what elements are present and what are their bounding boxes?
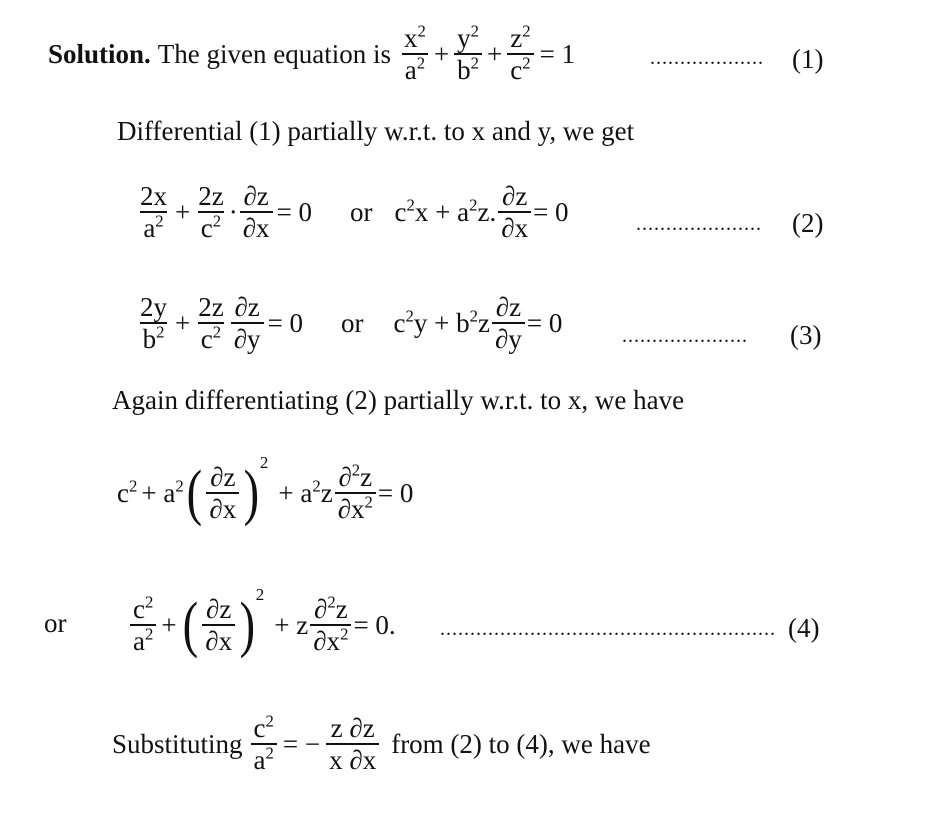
plus-sign: + — [486, 38, 503, 69]
c-squared: $c^2$ — [117, 476, 138, 508]
or-word: or — [341, 307, 364, 338]
fraction-y2-b2: $\frac{y^2}{b^2}$ — [454, 24, 482, 85]
fraction-dz-dx: $\frac{\partial z}{\partial x}$ — [240, 182, 273, 243]
leader-dots-2: ..................... — [636, 213, 762, 235]
instruction-text-1: Differential (1) partially w.r.t. to x and y, we get — [117, 116, 635, 146]
fraction-dz-dx: $\frac{\partial z}{\partial x}$ — [206, 463, 239, 524]
or-word: or — [44, 608, 67, 638]
fraction-dz-dy: $\frac{\partial z}{\partial y}$ — [492, 293, 525, 354]
fraction-dz-dy: $\frac{\partial z}{\partial y}$ — [231, 293, 264, 354]
equals-zero: = 0 — [377, 477, 414, 508]
fraction-d2z-dx2: $\frac{\partial^2z}{\partial x^2}$ — [335, 463, 376, 524]
plus-z: + z — [274, 609, 309, 640]
leader-dots-3: ..................... — [622, 325, 748, 347]
substitution-line — [112, 702, 651, 786]
solution-label: Solution. — [48, 38, 151, 69]
fraction-z-dz-x-dx: $\frac{z \partial z}{x \partial x}$ — [326, 714, 379, 775]
equation-3 — [135, 282, 562, 364]
plus-a-squared-z: + $a^2z$ — [278, 476, 333, 508]
equation-ref-2: (2) — [792, 208, 824, 238]
equation-4 — [128, 580, 396, 670]
plus-a-squared: + $a^2$ — [141, 476, 184, 508]
rhs-expression: $c^2y + b^2z$ — [393, 306, 490, 338]
or-word: or — [350, 196, 373, 227]
equals-one: = 1 — [539, 38, 576, 69]
fraction-c2-a2: $\frac{c^2}{a^2}$ — [130, 595, 156, 656]
leader-dots-1: ................... — [650, 47, 764, 69]
plus-sign: + — [161, 609, 177, 640]
fraction-dz-dx: $\frac{\partial z}{\partial x}$ — [498, 182, 531, 243]
equation-ref-4: (4) — [788, 613, 820, 643]
equals-zero: = 0. — [353, 609, 396, 640]
rhs-expression: $c^2x + a^2z$. — [394, 195, 497, 227]
instruction-text-2: Again differentiating (2) partially w.r.t. to x, we have — [112, 385, 685, 415]
plus-sign: + — [433, 38, 450, 69]
fraction-dz-dx: $\frac{\partial z}{\partial x}$ — [202, 595, 235, 656]
fraction-2y-b2: $\frac{2y}{b^2}$ — [140, 291, 167, 354]
fraction-2z-c2: $\frac{2z}{c^2}$ — [198, 180, 224, 243]
substituting-word: Substituting — [112, 728, 243, 759]
equation-ref-1: (1) — [792, 44, 824, 74]
substitution-tail: from (2) to (4), we have — [391, 728, 651, 759]
leader-dots-4: ........................................................ — [440, 618, 776, 640]
plus-sign: + — [175, 196, 191, 227]
fraction-c2-a2: $\frac{c^2}{a^2}$ — [251, 714, 277, 775]
dot-operator: · — [228, 196, 238, 227]
squared-paren-group: ( $\frac{\partial z}{\partial x}$ ) 2 — [182, 585, 265, 659]
equals-zero: = 0 — [267, 307, 304, 338]
squared-paren-group: ( $\frac{\partial z}{\partial x}$ ) 2 — [186, 453, 269, 527]
fraction-x2-a2: $\frac{x^2}{a^2}$ — [401, 24, 429, 85]
equation-2 — [135, 172, 569, 252]
solution-line — [48, 14, 575, 94]
equals-zero: = 0 — [533, 196, 569, 227]
fraction-2z-c2: $\frac{2z}{c^2}$ — [198, 291, 224, 354]
equation-second-derivative — [117, 448, 413, 538]
fraction-2x-a2: $\frac{2x}{a^2}$ — [140, 180, 167, 243]
equals-minus: = − — [282, 728, 321, 759]
fraction-z2-c2: $\frac{z^2}{c^2}$ — [507, 24, 533, 85]
equation-ref-3: (3) — [790, 320, 822, 350]
solution-lead: The given equation is — [157, 38, 391, 69]
equals-zero: = 0 — [526, 307, 563, 338]
equals-zero: = 0 — [276, 196, 313, 227]
fraction-d2z-dx2: $\frac{\partial^2z}{\partial x^2}$ — [310, 595, 351, 656]
plus-sign: + — [175, 307, 191, 338]
